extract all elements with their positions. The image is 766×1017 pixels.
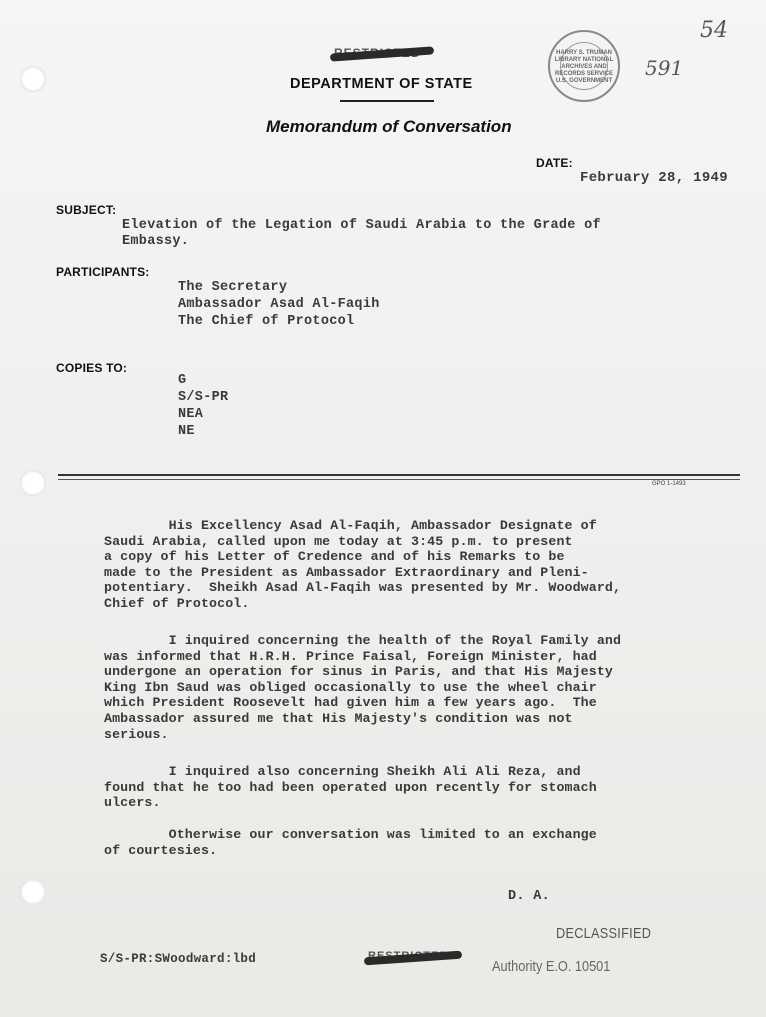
punch-hole-middle [20, 470, 46, 496]
subject-line-1: Elevation of the Legation of Saudi Arabia to the Grade of [122, 218, 601, 233]
page-mark-second: 591 [645, 56, 684, 80]
body-paragraph-4: Otherwise our conversation was limited to an exchange of courtesies. [104, 827, 597, 858]
subject-label: SUBJECT: [56, 203, 117, 217]
copy-2: S/S-PR [178, 390, 229, 405]
participant-1: The Secretary [178, 280, 288, 295]
signature-initials: D. A. [508, 889, 551, 904]
body-paragraph-2: I inquired concerning the health of the Royal Family and was informed that H.R.H. Prince Faisal, Foreign Minister, had undergone an operation for sinus in Paris, and that His Majesty King Ibn Saud was obliged occasionally to use the wheel chair which President Roosevelt had given him a few years ago. The Ambassador assured me that His Majesty's condition was not serious. [104, 633, 622, 742]
separator-rule [58, 474, 740, 476]
body-paragraph-1: His Excellency Asad Al-Faqih, Ambassador Designate of Saudi Arabia, called upon me today at 3:45 p.m. to present a copy of his Letter of Credence and of his Remarks to be made to the President as Ambassador Extraordinary and Pleni- potentiary. Sheikh Asad Al-Faqih was presented by Mr. Woodward, Chief of Protocol. [104, 518, 622, 611]
participant-3: The Chief of Protocol [178, 314, 355, 329]
participant-2: Ambassador Asad Al-Faqih [178, 297, 380, 312]
library-stamp [548, 30, 620, 102]
copy-3: NEA [178, 407, 204, 422]
copies-label: COPIES TO: [56, 361, 128, 375]
body-paragraph-3: I inquired also concerning Sheikh Ali Ali Reza, and found that he too had been operated upon recently for stomach ulcers. [104, 764, 597, 811]
participants-label: PARTICIPANTS: [56, 265, 150, 279]
date-label: DATE: [536, 156, 573, 170]
punch-hole-top [20, 66, 46, 92]
page-mark-top: 54 [700, 18, 728, 43]
punch-hole-bottom [20, 879, 46, 905]
separator-rule-thin [58, 479, 740, 480]
date-value: February 28, 1949 [580, 170, 728, 186]
declassified-stamp: DECLASSIFIED [556, 925, 652, 942]
department-title: DEPARTMENT OF STATE [290, 76, 473, 92]
form-code: GPO 1-1493 [652, 481, 686, 487]
copy-1: G [178, 373, 187, 388]
authority-stamp: Authority E.O. 10501 [492, 958, 611, 975]
form-title: Memorandum of Conversation [266, 117, 512, 136]
stamp-text: HARRY S. TRUMAN LIBRARY NATIONAL ARCHIVES AND RECORDS SERVICE U.S. GOVERNMENT [554, 50, 614, 84]
title-underline [340, 100, 434, 102]
subject-line-2: Embassy. [122, 234, 190, 249]
drafter-line: S/S-PR:SWoodward:lbd [100, 952, 257, 966]
copy-4: NE [178, 424, 195, 439]
